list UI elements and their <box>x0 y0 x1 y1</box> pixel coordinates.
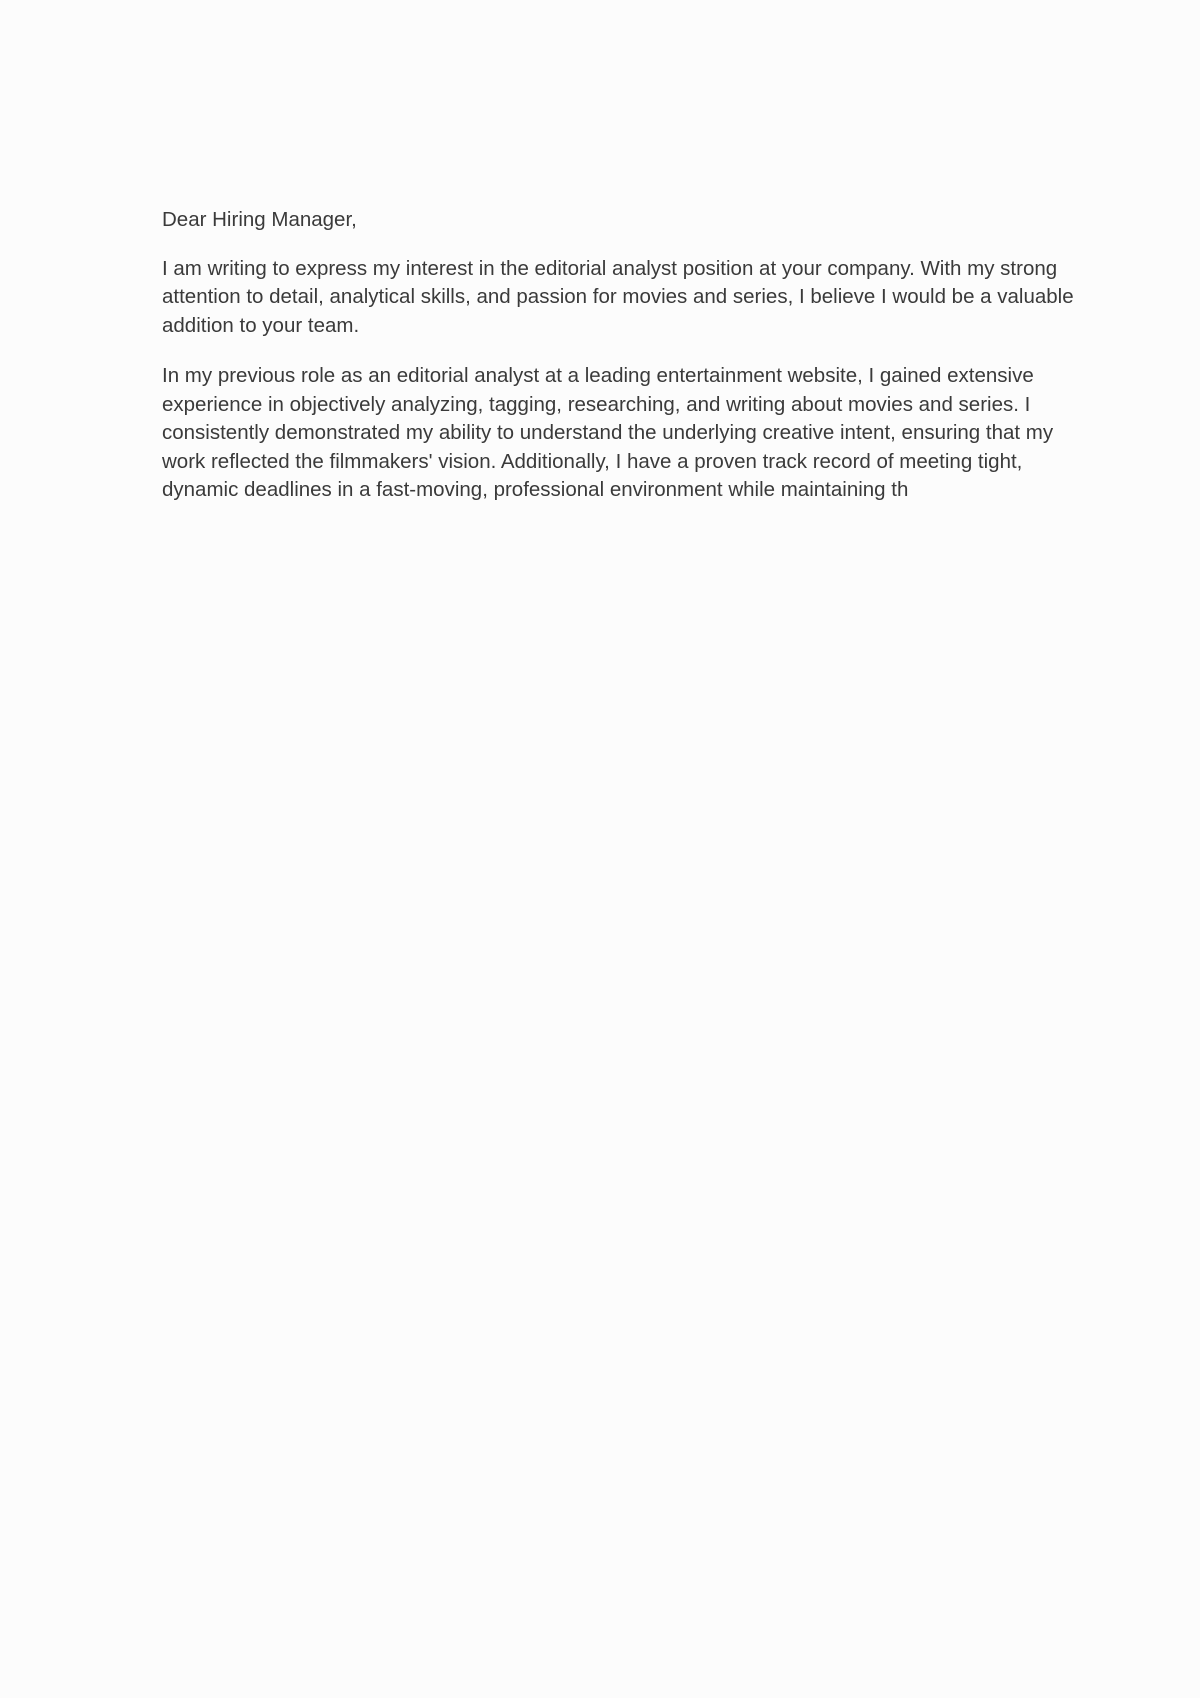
cover-letter-body <box>162 206 1092 527</box>
paragraph-intro: I am writing to express my interest in the editorial analyst position at your company. With my strong attention to detail, analytical skills, and passion for movies and series, I believe I would be a valuable addition to your team. <box>162 256 1074 337</box>
salutation: Dear Hiring Manager, <box>162 208 357 231</box>
paragraph-experience: In my previous role as an editorial analyst at a leading entertainment website, I gained extensive experience in objectively analyzing, tagging, researching, and writing about movies and series. I consistently demonstrated my ability to understand the underlying creative intent, ensuring that my work reflected the filmmakers' vision. Additionally, I have a proven track record of meeting tight, dynamic deadlines in a fast-moving, professional environment while maintaining th <box>162 364 1054 501</box>
